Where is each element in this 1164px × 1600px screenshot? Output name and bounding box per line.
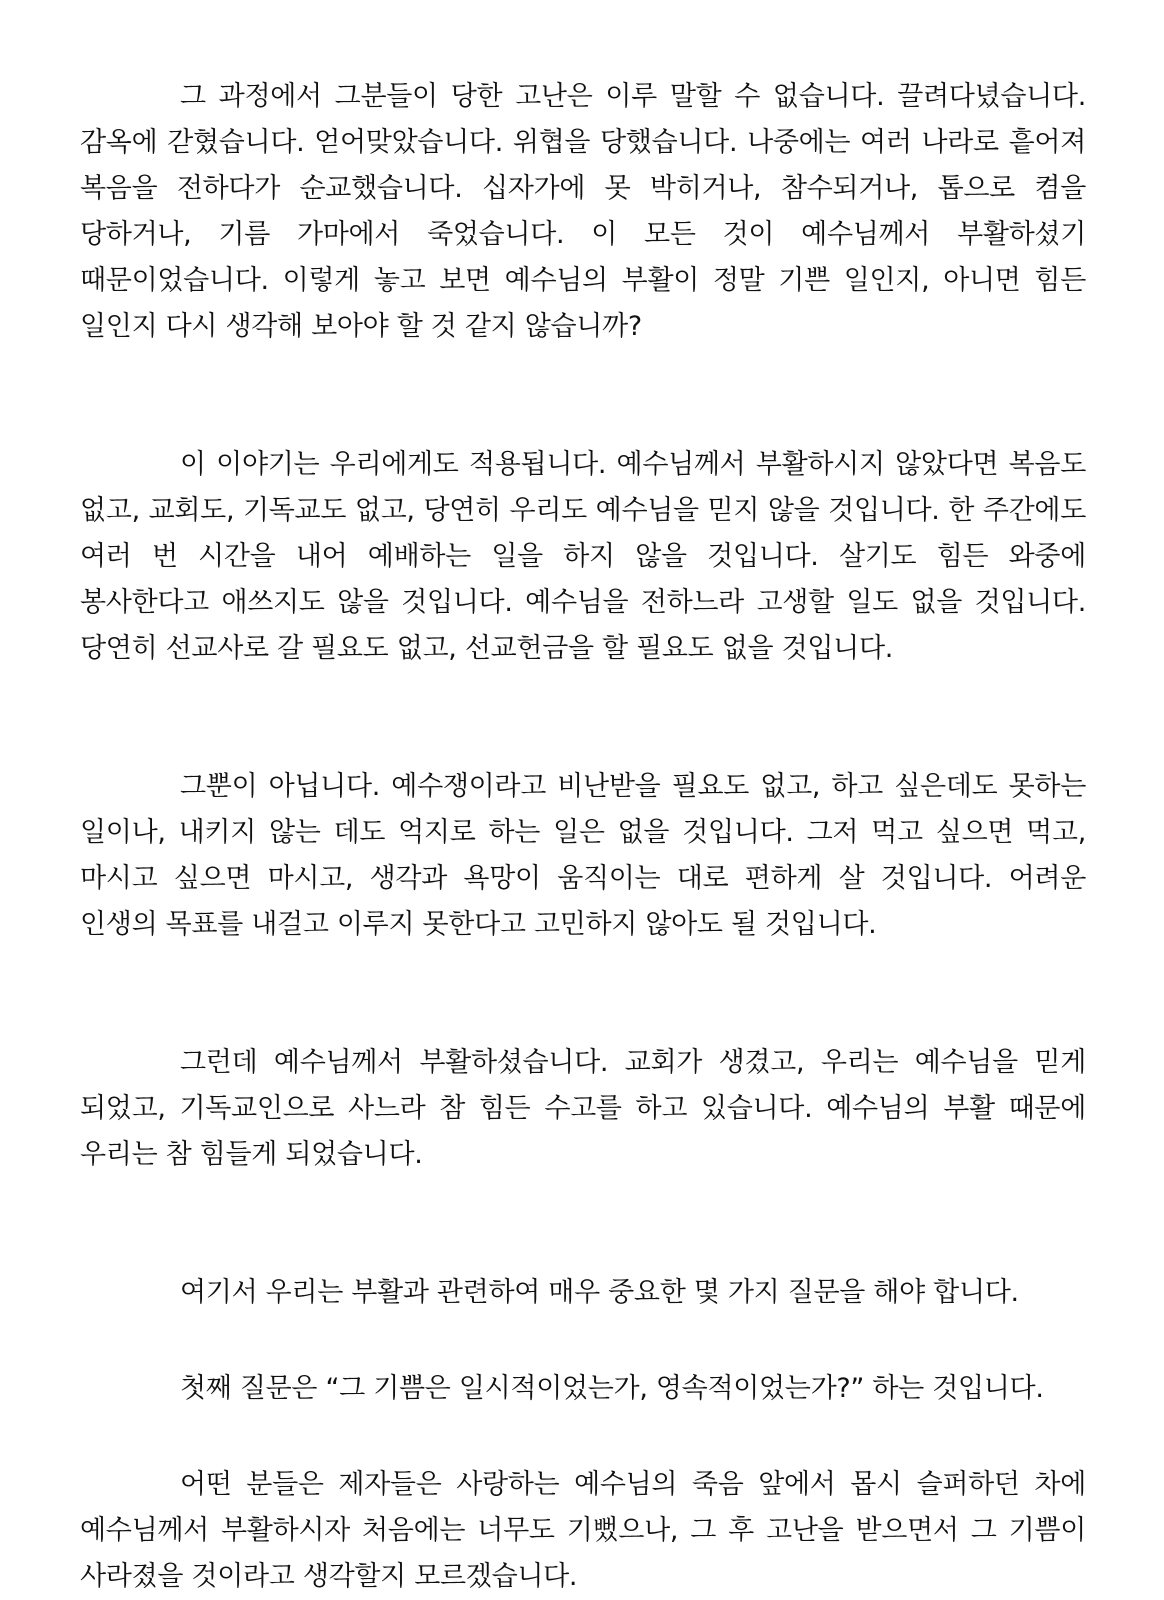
paragraph-spacer — [80, 1178, 1086, 1270]
paragraph-not-only: 그뿐이 아닙니다. 예수쟁이라고 비난받을 필요도 없고, 하고 싶은데도 못하는 일이나, 내키지 않는 데도 억지로 하는 일은 없을 것입니다. 그저 먹고 싶으면 먹고, 마시고 싶으면 마시고, 생각과 욕망이 움직이는 대로 편하게 살 것입니다. 어려운 인생의 목표를 내걸고 이루지 못한다고 고민하지 않아도 될 것입니다. — [80, 771, 1086, 940]
paragraph-persecution: 그 과정에서 그분들이 당한 고난은 이루 말할 수 없습니다. 끌려다녔습니다. 감옥에 갇혔습니다. 얻어맞았습니다. 위협을 당했습니다. 나중에는 여러 나라로 흩어져 복음을 전하다가 순교했습니다. 십자가에 못 박히거나, 참수되거나, 톱으로 켬을 당하거나, 기름 가마에서 죽었습니다. 이 모든 것이 예수님께서 부활하셨기 때문이었습니다. 이렇게 놓고 보면 예수님의 부활이 정말 기쁜 일인지, 아니면 힘든 일인지 다시 생각해 보아야 할 것 같지 않습니까? — [80, 81, 1086, 342]
paragraph-spacer — [80, 1316, 1086, 1366]
paragraph-spacer — [80, 1412, 1086, 1462]
paragraph-but-resurrected: 그런데 예수님께서 부활하셨습니다. 교회가 생겼고, 우리는 예수님을 믿게 되었고, 기독교인으로 사느라 참 힘든 수고를 하고 있습니다. 예수님의 부활 때문에 우리는 참 힘들게 되었습니다. — [80, 1047, 1086, 1170]
paragraph-spacer — [80, 350, 1086, 442]
paragraph-questions-intro: 여기서 우리는 부활과 관련하여 매우 중요한 몇 가지 질문을 해야 합니다. — [180, 1277, 1019, 1308]
paragraph-spacer — [80, 672, 1086, 764]
paragraph-some-think: 어떤 분들은 제자들은 사랑하는 예수님의 죽음 앞에서 몹시 슬퍼하던 차에 예수님께서 부활하시자 처음에는 너무도 기뻤으나, 그 후 고난을 받으면서 그 기쁨이 사라졌을 것이라고 생각할지 모르겠습니다. — [80, 1469, 1086, 1592]
paragraph-application: 이 이야기는 우리에게도 적용됩니다. 예수님께서 부활하시지 않았다면 복음도 없고, 교회도, 기독교도 없고, 당연히 우리도 예수님을 믿지 않을 것입니다. 한 주간에도 여러 번 시간을 내어 예배하는 일을 하지 않을 것입니다. 살기도 힘든 와중에 봉사한다고 애쓰지도 않을 것입니다. 예수님을 전하느라 고생할 일도 없을 것입니다. 당연히 선교사로 갈 필요도 없고, 선교헌금을 할 필요도 없을 것입니다. — [80, 449, 1086, 664]
document-body — [80, 74, 1086, 1600]
paragraph-first-question: 첫째 질문은 “그 기쁨은 일시적이었는가, 영속적이었는가?” 하는 것입니다. — [180, 1373, 1044, 1404]
paragraph-spacer — [80, 948, 1086, 1040]
